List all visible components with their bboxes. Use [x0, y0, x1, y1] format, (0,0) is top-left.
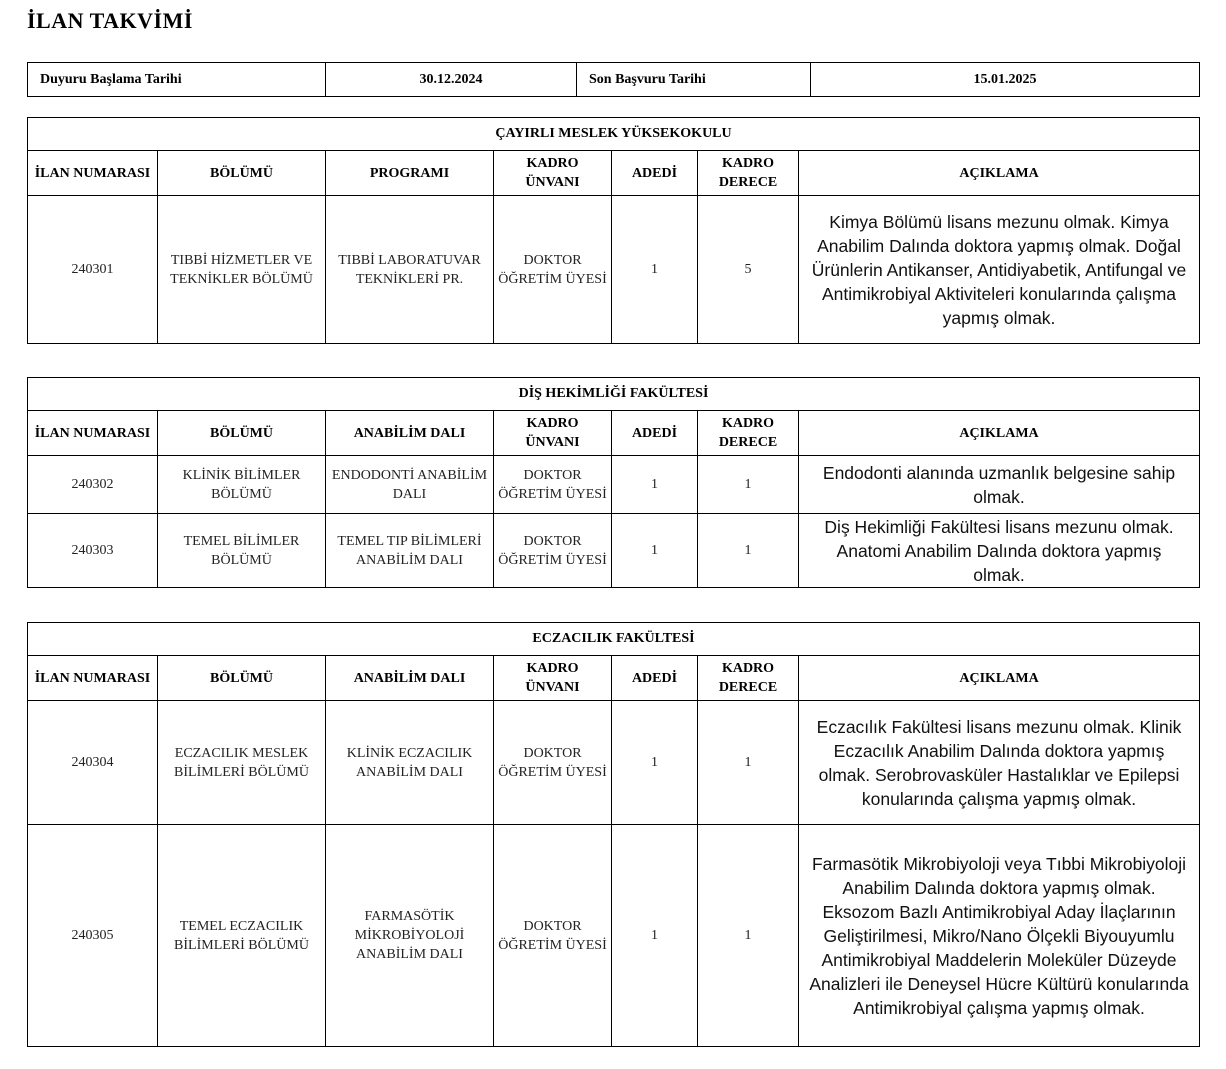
- header-adet: ADEDİ: [612, 656, 698, 701]
- aciklama-cell: Diş Hekimliği Fakültesi lisans mezunu olmak. Anatomi Anabilim Dalında doktora yapmış olmak.: [799, 514, 1200, 588]
- header-anabilim-dali: ANABİLİM DALI: [326, 411, 494, 456]
- anabilim-dali-cell: FARMASÖTİK MİKROBİYOLOJİ ANABİLİM DALI: [326, 825, 494, 1047]
- header-program: PROGRAMI: [326, 151, 494, 196]
- adet-cell: 1: [612, 701, 698, 825]
- adet-cell: 1: [612, 456, 698, 514]
- ilan-no-cell: 240305: [28, 825, 158, 1047]
- bolum-cell: ECZACILIK MESLEK BİLİMLERİ BÖLÜMÜ: [158, 701, 326, 825]
- bolum-cell: TEMEL BİLİMLER BÖLÜMÜ: [158, 514, 326, 588]
- header-unvan: KADRO ÜNVANI: [494, 151, 612, 196]
- anabilim-dali-cell: KLİNİK ECZACILIK ANABİLİM DALI: [326, 701, 494, 825]
- header-adet: ADEDİ: [612, 411, 698, 456]
- derece-cell: 1: [698, 825, 799, 1047]
- header-derece: KADRO DERECE: [698, 411, 799, 456]
- ilan-no-cell: 240301: [28, 196, 158, 344]
- header-aciklama: AÇIKLAMA: [799, 151, 1200, 196]
- table-row: [28, 456, 1200, 514]
- header-ilan-no: İLAN NUMARASI: [28, 411, 158, 456]
- header-bolum: BÖLÜMÜ: [158, 411, 326, 456]
- adet-cell: 1: [612, 825, 698, 1047]
- derece-cell: 5: [698, 196, 799, 344]
- bolum-cell: TEMEL ECZACILIK BİLİMLERİ BÖLÜMÜ: [158, 825, 326, 1047]
- anabilim-dali-cell: TEMEL TIP BİLİMLERİ ANABİLİM DALI: [326, 514, 494, 588]
- header-derece: KADRO DERECE: [698, 656, 799, 701]
- aciklama-cell: Eczacılık Fakültesi lisans mezunu olmak. Klinik Eczacılık Anabilim Dalında doktora yapmış olmak. Serobrovasküler Hastalıklar ve Epilepsi konularında çalışma yapmış olmak.: [799, 701, 1200, 825]
- derece-cell: 1: [698, 514, 799, 588]
- table-row: [28, 701, 1200, 825]
- header-ilan-no: İLAN NUMARASI: [28, 151, 158, 196]
- ilan-no-cell: 240303: [28, 514, 158, 588]
- header-aciklama: AÇIKLAMA: [799, 411, 1200, 456]
- adet-cell: 1: [612, 196, 698, 344]
- header-adet: ADEDİ: [612, 151, 698, 196]
- header-ilan-no: İLAN NUMARASI: [28, 656, 158, 701]
- header-aciklama: AÇIKLAMA: [799, 656, 1200, 701]
- section-name: ECZACILIK FAKÜLTESİ: [28, 623, 1200, 656]
- header-bolum: BÖLÜMÜ: [158, 656, 326, 701]
- schedule-row: [28, 63, 1200, 97]
- table-row: [28, 514, 1200, 588]
- start-date-value: 30.12.2024: [326, 63, 577, 97]
- header-anabilim-dali: ANABİLİM DALI: [326, 656, 494, 701]
- aciklama-cell: Endodonti alanında uzmanlık belgesine sahip olmak.: [799, 456, 1200, 514]
- schedule-table: [27, 62, 1200, 97]
- unvan-cell: DOKTOR ÖĞRETİM ÜYESİ: [494, 456, 612, 514]
- bolum-cell: TIBBİ HİZMETLER VE TEKNİKLER BÖLÜMÜ: [158, 196, 326, 344]
- anabilim-dali-cell: ENDODONTİ ANABİLİM DALI: [326, 456, 494, 514]
- aciklama-cell: Farmasötik Mikrobiyoloji veya Tıbbi Mikrobiyoloji Anabilim Dalında doktora yapmış olmak. Eksozom Bazlı Antimikrobiyal Aday İlaçlarının Geliştirilmesi, Mikro/Nano Ölçekli Biyouyumlu Antimikrobiyal Maddelerin Moleküler Düzeyde Analizleri ile Deneysel Hücre Kültürü konularında Antimikrobiyal çalışma yapmış olmak.: [799, 825, 1200, 1047]
- adet-cell: 1: [612, 514, 698, 588]
- derece-cell: 1: [698, 456, 799, 514]
- header-row: [28, 151, 1200, 196]
- section-name: ÇAYIRLI MESLEK YÜKSEKOKULU: [28, 118, 1200, 151]
- header-bolum: BÖLÜMÜ: [158, 151, 326, 196]
- derece-cell: 1: [698, 701, 799, 825]
- ilan-no-cell: 240302: [28, 456, 158, 514]
- section-table-eczacilik: [27, 622, 1200, 1047]
- bolum-cell: KLİNİK BİLİMLER BÖLÜMÜ: [158, 456, 326, 514]
- header-row: [28, 411, 1200, 456]
- header-derece: KADRO DERECE: [698, 151, 799, 196]
- program-cell: TIBBİ LABORATUVAR TEKNİKLERİ PR.: [326, 196, 494, 344]
- unvan-cell: DOKTOR ÖĞRETİM ÜYESİ: [494, 701, 612, 825]
- header-row: [28, 656, 1200, 701]
- page-title: İLAN TAKVİMİ: [27, 8, 193, 33]
- unvan-cell: DOKTOR ÖĞRETİM ÜYESİ: [494, 514, 612, 588]
- header-unvan: KADRO ÜNVANI: [494, 656, 612, 701]
- table-row: [28, 825, 1200, 1047]
- table-row: [28, 196, 1200, 344]
- section-name: DİŞ HEKİMLİĞİ FAKÜLTESİ: [28, 378, 1200, 411]
- section-table-cayirli: [27, 117, 1200, 344]
- unvan-cell: DOKTOR ÖĞRETİM ÜYESİ: [494, 196, 612, 344]
- ilan-no-cell: 240304: [28, 701, 158, 825]
- end-date-value: 15.01.2025: [811, 63, 1200, 97]
- section-table-dis-hekimligi: [27, 377, 1200, 588]
- header-unvan: KADRO ÜNVANI: [494, 411, 612, 456]
- aciklama-cell: Kimya Bölümü lisans mezunu olmak. Kimya Anabilim Dalında doktora yapmış olmak. Doğal Ürünlerin Antikanser, Antidiyabetik, Antifungal ve Antimikrobiyal Aktiviteleri konularında çalışma yapmış olmak.: [799, 196, 1200, 344]
- unvan-cell: DOKTOR ÖĞRETİM ÜYESİ: [494, 825, 612, 1047]
- start-date-label: Duyuru Başlama Tarihi: [28, 63, 326, 97]
- end-date-label: Son Başvuru Tarihi: [577, 63, 811, 97]
